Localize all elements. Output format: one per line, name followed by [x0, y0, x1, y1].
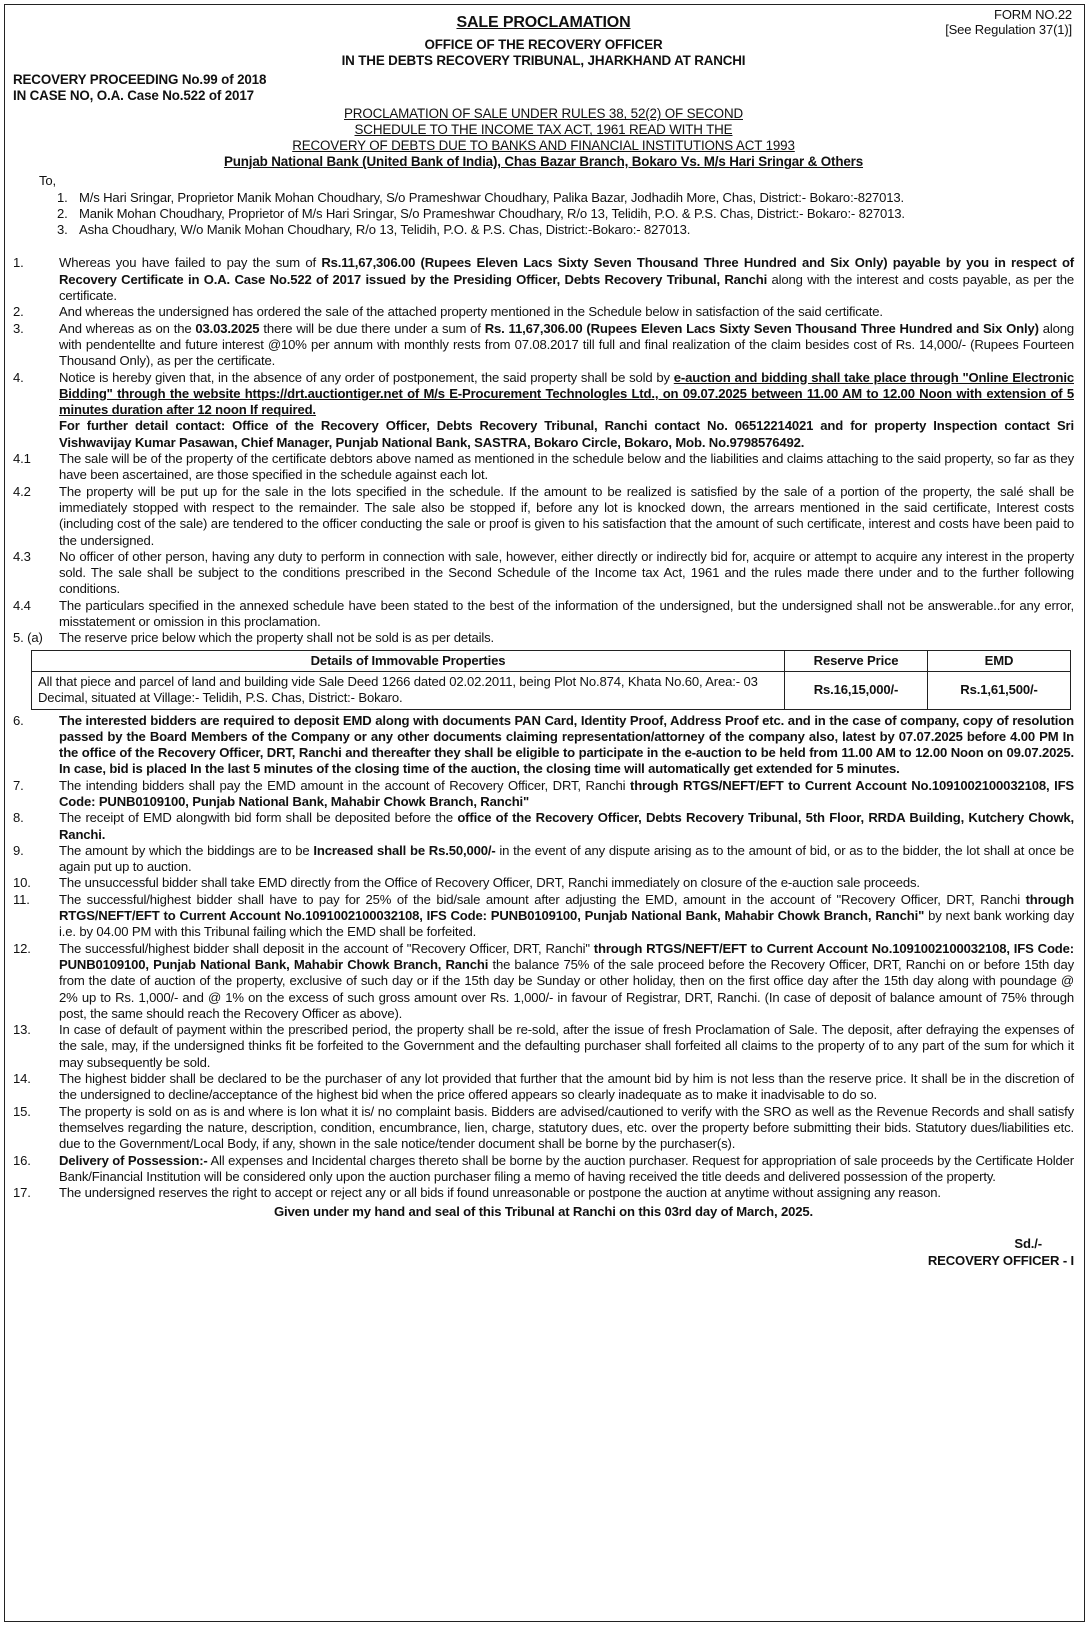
sale-proclamation-notice: [4, 4, 1085, 1622]
column-header: Details of Immovable Properties: [32, 650, 785, 671]
signature-sd: Sd./-: [1014, 1235, 1042, 1251]
proclamation-line-3: RECOVERY OF DEBTS DUE TO BANKS AND FINANCIAL INSTITUTIONS ACT 1993: [292, 138, 795, 154]
clause-5a: 5. (a) The reserve price below which the property shall not be sold is as per details.: [13, 630, 495, 646]
recipients-block: [13, 173, 1074, 238]
clause-11: 11. The successful/highest bidder shall have to pay for 25% of the bid/sale amount after adjusting the EMD, amount in the account of "Recovery Officer, DRT, Ranchi through RTGS/NEFT/EFT to Current Account No.1091002100032108, IFS Code: PUNB0109100, Punjab National Bank, Mahabir Chowk Branch, Ranchi" by next bank working day i.e. by 04.00 PM with this Tribunal failing which the EMD shall be forfeited.: [13, 891, 1074, 940]
table-header-row: [32, 650, 1071, 671]
clause-4-1: 4.1 The sale will be of the property of the certificate debtors above named as mentioned in the schedule below and the liabilities and claims attaching to the said property, so far as they have been ascertained, are those specified in the schedule against each lot.: [13, 451, 1074, 483]
clause-8: 8. The receipt of EMD alongwith bid form shall be deposited before the office of the Recovery Officer, Debts Recovery Tribunal, 5th Floor, RRDA Building, Kutchery Chowk, Ranchi.: [13, 810, 1074, 842]
document-title: SALE PROCLAMATION: [456, 14, 631, 31]
recipient-item: 1. M/s Hari Sringar, Proprietor Manik Mohan Choudhary, S/o Prameshwar Choudhary, Palika Bazar, Jodhadih More, Chas, District:- Bokaro:-827013.: [57, 189, 905, 205]
clause-4-4: 4.4 The particulars specified in the annexed schedule have been stated to the best of the information of the undersigned, but the undersigned shall not be answerable..for any error, misstatement or omission in this proclamation.: [13, 597, 1074, 630]
clause-16: 16. Delivery of Possession:- All expenses and Incidental charges thereto shall be borne by the auction purchaser. Request for appropriation of sale proceeds by the Certificate Holder Bank/Financial Institution will be considered only upon the auction purchaser filing a memo of having received the title deeds and delivered possession of the property.: [13, 1152, 1074, 1184]
parties-line: Punjab National Bank (United Bank of India), Chas Bazar Branch, Bokaro Vs. M/s Hari Sringar & Others: [223, 154, 864, 170]
clause-3: 3. And whereas as on the 03.03.2025 there will be due there under a sum of Rs. 11,67,306.00 (Rupees Eleven Lacs Sixty Seven Thousand Three Hundred and Six Only) along with pendentellte and future interest @10% per annum with monthly rests from 07.08.2017 till full and final realization of the claim besides cost of Rs. 14,000/- (Rupees Fourteen Thousand Only), as per the certificate.: [13, 320, 1074, 369]
signature-block: [13, 1235, 1074, 1269]
column-header: EMD: [928, 650, 1071, 671]
office-line-1: OFFICE OF THE RECOVERY OFFICER: [424, 37, 663, 53]
clause-10: 10. The unsuccessful bidder shall take EMD directly from the Office of Recovery Officer, DRT, Ranchi immediately on closure of the e-auction sale proceeds.: [13, 875, 920, 891]
to-label: To,: [39, 173, 57, 189]
table-row: [32, 671, 1071, 709]
clause-2: 2. And whereas the undersigned has ordered the sale of the attached property mentioned in the Schedule below in satisfaction of the said certificate.: [13, 304, 883, 320]
clause-6: 6. The interested bidders are required to deposit EMD along with documents PAN Card, Identity Proof, Address Proof etc. and in the case of company, copy of resolution passed by the Board Members of the Company or any other documents claiming representation/attorney of the company also, latest by 07.07.2025 before 4.00 PM In the office of the Recovery Officer, DRT, Ranchi and thereafter they shall be eligible to participate in the e-auction to be held from 11.00 AM to 12.00 Noon on 09.07.2025. In case, bid is placed In the last 5 minutes of the closing time of the auction, the closing time will automatically get extended for 5 minutes.: [13, 712, 1074, 777]
clause-13: 13. In case of default of payment within the prescribed period, the property shall be re-sold, after the issue of fresh Proclamation of Sale. The deposit, after defraying the expenses of the sale, may, if the undersigned thinks fit be forfeited to the Government and the defaulting purchaser shall forfeited all claims to the property of to any part of the sum for which it may subsequently be sold.: [13, 1022, 1074, 1070]
property-schedule-table: [31, 650, 1071, 710]
recipient-item: 2. Manik Mohan Choudhary, Proprietor of M/s Hari Sringar, S/o Prameshwar Choudhary, R/o 13, Telidih, P.O. & P.S. Chas, District:- Bokaro:- 827013.: [57, 205, 905, 221]
clause-7: 7. The intending bidders shall pay the EMD amount in the account of Recovery Officer, DRT, Ranchi through RTGS/NEFT/EFT to Current Account No.1091002100032108, IFS Code: PUNB0109100, Punjab National Bank, Mahabir Chowk Branch, Ranchi": [13, 777, 1074, 809]
regulation-reference: [See Regulation 37(1)]: [945, 22, 1072, 37]
clause-15: 15. The property is sold on as is and where is lon what it is/ no complaint basis. Bidders are advised/cautioned to verify with the SRO as well as the Revenue Records and shall satisfy themselves regarding the nature, description, condition, encumbrance, lien, charge, statutory dues, etc. over the property before submitting their bids. Statutory dues/liabilities etc. due to the Government/Local Body, if any, shown in the sale notice/tender document shall be borne by the purchaser(s).: [13, 1103, 1074, 1152]
clause-4-2: 4.2 The property will be put up for the sale in the lots specified in the schedule. If the amount to be realized is satisfied by the sale of a portion of the property, the salé shall be immediately stopped with respect to the remainder. The sale also be stopped if, before any lot is knocked down, the arrears mentioned in the said certificate, Interest costs (including cost of the sale) are tendered to the officer conducting the sale or proof is given to his satisfaction that the amount of such certificate, interest and costs have been paid to the undersigned.: [13, 483, 1074, 548]
office-line-2: IN THE DEBTS RECOVERY TRIBUNAL, JHARKHAND AT RANCHI: [341, 53, 746, 69]
proclamation-line-2: SCHEDULE TO THE INCOME TAX ACT, 1961 READ WITH THE: [354, 122, 733, 138]
clause-14: 14. The highest bidder shall be declared to be the purchaser of any lot provided that further that the amount bid by him is not less than the reserve price. It shall be in the discretion of the undersigned to decline/acceptance of the highest bid when the price offered appears so clearly inadequate as to make it inadvisable to do so.: [13, 1071, 1074, 1103]
clause-9: 9. The amount by which the biddings are to be Increased shall be Rs.50,000/- in the event of any dispute arising as to the amount of bid, or as to the bidder, the lot shall at once be again put up to auction.: [13, 842, 1074, 875]
column-header: Reserve Price: [785, 650, 928, 671]
clause-17: 17. The undersigned reserves the right to accept or reject any or all bids if found unreasonable or postpone the auction at anytime without assigning any reason.: [13, 1185, 941, 1201]
property-details-cell: All that piece and parcel of land and building vide Sale Deed 1266 dated 02.02.2011, being Plot No.874, Khata No.60, Area:- 03 Decimal, situated at Village:- Telidih, P.S. Chas, District:- Bokaro.: [32, 671, 785, 709]
clause-12: 12. The successful/highest bidder shall deposit in the account of "Recovery Officer, DRT, Ranchi" through RTGS/NEFT/EFT to Current Account No.1091002100032108, IFS Code: PUNB0109100, Punjab National Bank, Mahabir Chowk Branch, Ranchi the balance 75% of the sale proceed before the Recovery Officer, DRT, Ranchi on or before 15th day from the date of auction of the property, exclusive of such day or if the 15th day be Sunday or other holiday, then on the first office day after the 15th day along with poundage @ 2% up to Rs. 1,000/- and @ 1% on the excess of such gross amount over Rs. 1,000/- in favour of Registrar, DRT, Ranchi. (In case of deposit of balance amount of 75% through post, the same should reach the Recovery Officer as above).: [13, 940, 1074, 1021]
clause-4: 4. Notice is hereby given that, in the absence of any order of postponement, the said property shall be sold by e-auction and bidding shall take place through "Online Electronic Bidding" through the website https://drt.auctiontiger.net of M/s E-Procurement Technologles Ltd., on 09.07.2025 between 11.00 AM to 12.00 Noon with extension of 5 minutes duration after 12 noon If required. For further detail contact: Office of the Recovery Officer, Debts Recovery Tribunal, Ranchi contact No. 06512214021 and for property Inspection contact Sri Vishwavijay Kumar Pasawan, Chief Manager, Punjab National Bank, SASTRA, Bokaro Circle, Bokaro, Mob. No.9798576492.: [13, 369, 1075, 450]
form-number: FORM NO.22: [994, 7, 1072, 22]
proclamation-line-1: PROCLAMATION OF SALE UNDER RULES 38, 52(2) OF SECOND: [344, 106, 743, 122]
clause-1: 1. Whereas you have failed to pay the sum of Rs.11,67,306.00 (Rupees Eleven Lacs Sixty Seven Thousand Three Hundred and Six Only) payable by you in respect of Recovery Certificate in O.A. Case No.522 of 2017 issued by the Presiding Officer, Debts Recovery Tribunal, Ranchi along with the interest and costs payable, as per the certificate.: [13, 255, 1074, 304]
signatory-title: RECOVERY OFFICER - I: [927, 1252, 1074, 1268]
clause-4-3: 4.3 No officer of other person, having any duty to perform in connection with sale, however, either directly or indirectly bid for, acquire or attempt to acquire any interest in the property sold. The sale shall be subject to the conditions prescribed in the Second Schedule of the Income tax Act, 1961 and the rules made there under and to the further following conditions.: [13, 548, 1074, 597]
emd-cell: Rs.1,61,500/-: [928, 671, 1071, 709]
form-number-block: [945, 7, 1072, 37]
recovery-proceeding: RECOVERY PROCEEDING No.99 of 2018: [13, 72, 267, 88]
recipient-item: 3. Asha Choudhary, W/o Manik Mohan Choudhary, R/o 13, Telidih, P.O. & P.S. Chas, District:-Bokaro:- 827013.: [57, 222, 691, 238]
reserve-price-cell: Rs.16,15,000/-: [785, 671, 928, 709]
given-under-seal-line: Given under my hand and seal of this Tribunal at Ranchi on this 03rd day of March, 2025.: [273, 1204, 814, 1220]
case-number: IN CASE NO, O.A. Case No.522 of 2017: [13, 88, 254, 104]
